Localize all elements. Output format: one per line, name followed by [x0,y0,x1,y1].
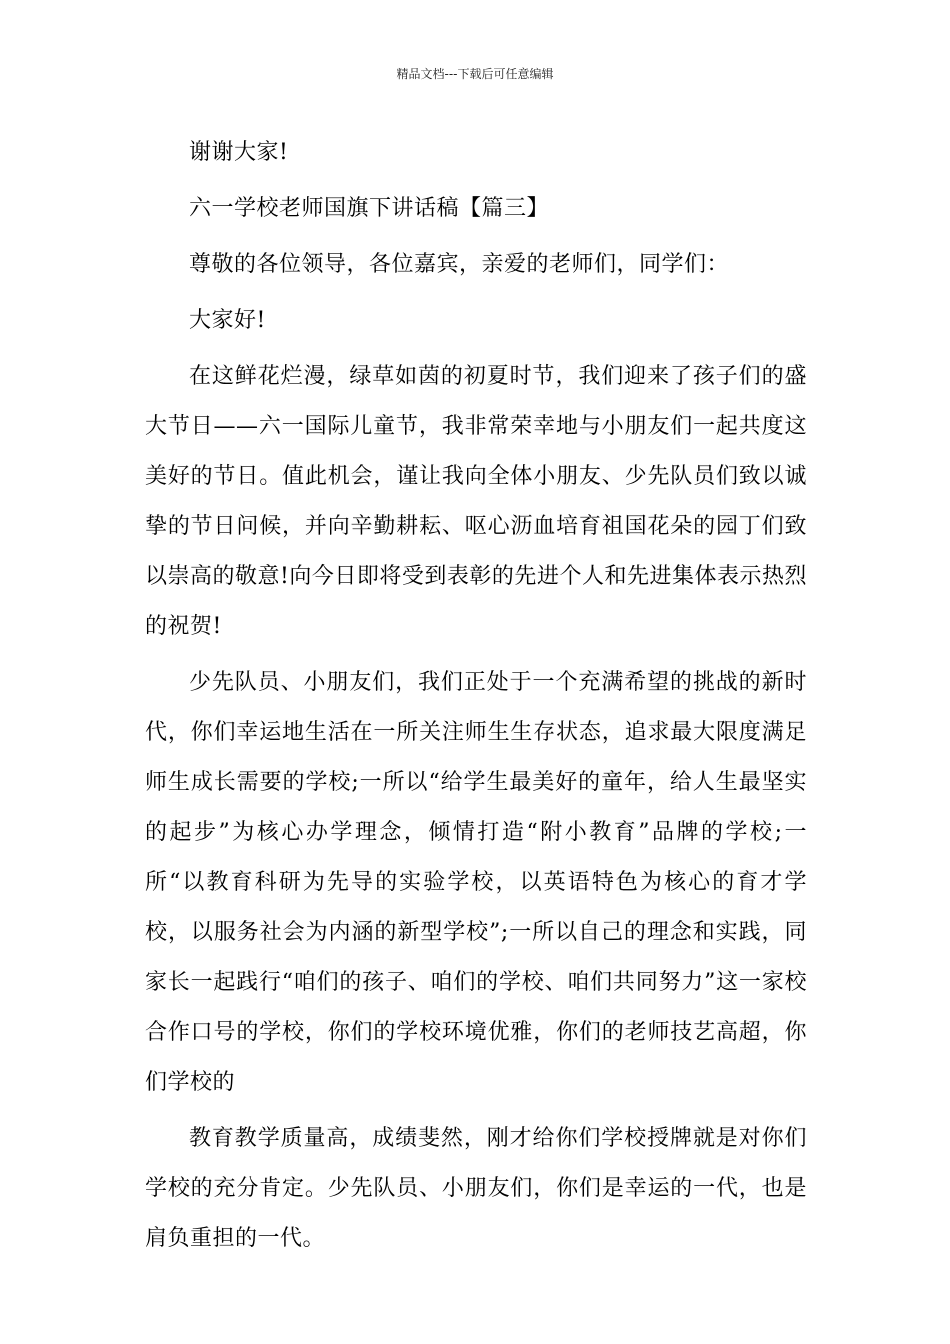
document-body [145,128,807,1264]
page-header: 精品文档---下载后可任意编辑 [396,67,554,81]
paragraph-section-title: 六一学校老师国旗下讲话稿【篇三】 [189,196,550,221]
paragraph-thanks: 谢谢大家! [189,140,289,165]
paragraph-quality: 教育教学质量高，成绩斐然，刚才给你们学校授牌就是对你们学校的充分肯定。少先队员、小朋友们，你们是幸运的一代，也是肩负重担的一代。 [145,1126,807,1251]
paragraph-school-intro: 少先队员、小朋友们，我们正处于一个充满希望的挑战的新时代，你们幸运地生活在一所关注师生生存状态，追求最大限度满足师生成长需要的学校;一所以“给学生最美好的童年，给人生最坚实的起步”为核心办学理念，倾情打造“附小教育”品牌的学校;一所“以教育科研为先导的实验学校，以英语特色为核心的育才学校，以服务社会为内涵的新型学校”;一所以自己的理念和实践，同家长一起践行“咱们的孩子、咱们的学校、咱们共同努力”这一家校合作口号的学校，你们的学校环境优雅，你们的老师技艺高超，你们学校的 [145,670,807,1095]
paragraph-salutation: 尊敬的各位领导，各位嘉宾，亲爱的老师们，同学们： [189,252,730,277]
paragraph-opening: 在这鲜花烂漫，绿草如茵的初夏时节，我们迎来了孩子们的盛大节日——六一国际儿童节，我非常荣幸地与小朋友们一起共度这美好的节日。值此机会，谨让我向全体小朋友、少先队员们致以诚挚的节日问候，并向辛勤耕耘、呕心沥血培育祖国花朵的园丁们致以崇高的敬意!向今日即将受到表彰的先进个人和先进集体表示热烈的祝贺! [145,364,807,639]
paragraph-greeting: 大家好! [189,308,266,333]
